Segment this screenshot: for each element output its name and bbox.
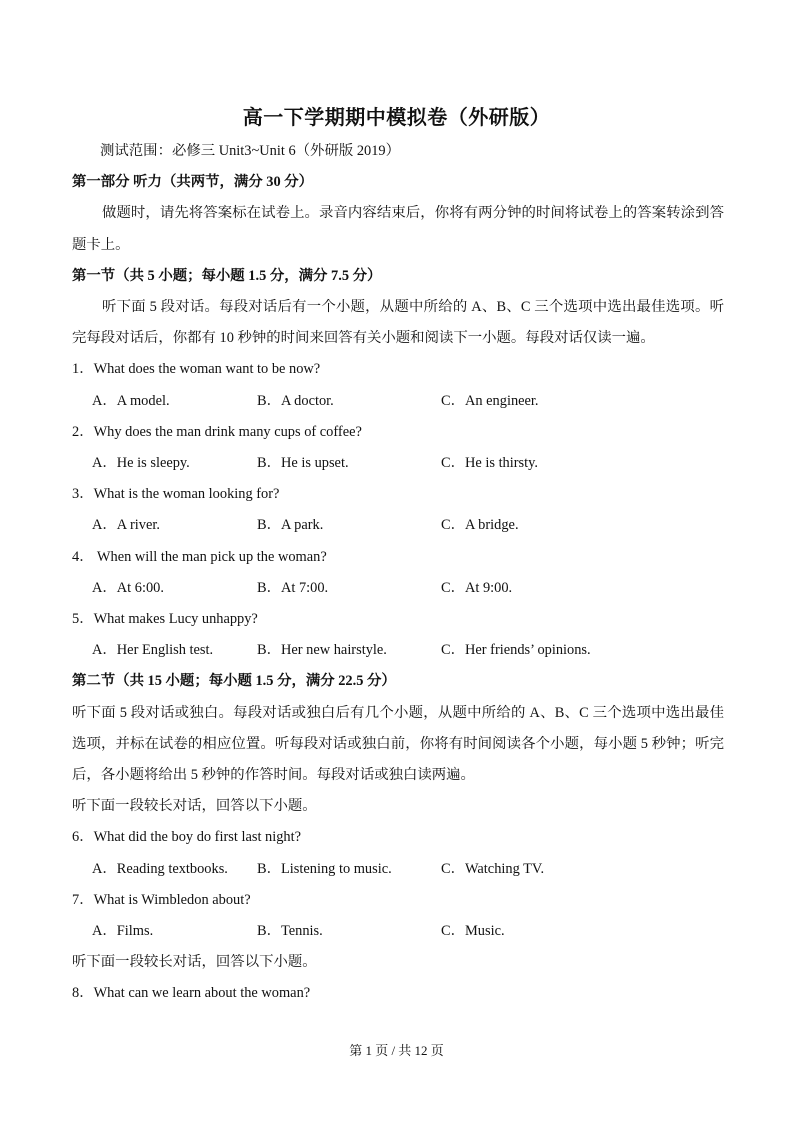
instruction-paragraph: 听下面 5 段对话。每段对话后有一个小题，从题中所给的 A、B、C 三个选项中选出最佳选项。听完每段对话后，你都有 10 秒钟的时间来回答有关小题和阅读下一小题。每段对话仅读一遍。 xyxy=(72,299,724,347)
text-line: 8．What can we learn about the woman? xyxy=(72,985,311,1002)
option-b: B．He is upset. xyxy=(257,455,349,472)
question-stem: 2．Why does the man drink many cups of coffee? xyxy=(72,423,362,440)
option-a: A．A river. xyxy=(92,517,160,534)
options-row xyxy=(72,916,724,947)
option-b: B．A park. xyxy=(257,517,324,534)
text-line: 测试范围：必修三 Unit3~Unit 6（外研版 2019） xyxy=(100,143,400,159)
option-c: C．An engineer. xyxy=(441,392,539,409)
option-c: C．A bridge. xyxy=(441,517,519,534)
section-heading: 第二节（共 15 小题；每小题 1.5 分，满分 22.5 分） xyxy=(72,673,396,690)
option-b: B．A doctor. xyxy=(257,392,334,409)
option-c: C．At 9:00. xyxy=(441,579,513,596)
option-a: A．Reading textbooks. xyxy=(92,860,228,877)
options-row xyxy=(72,635,724,666)
question-stem: 6．What did the boy do first last night? xyxy=(72,829,302,846)
options-row xyxy=(72,854,724,885)
text-line: 听下面一段较长对话，回答以下小题。 xyxy=(72,798,317,815)
option-b: B．At 7:00. xyxy=(257,579,329,596)
question-stem: 3．What is the woman looking for? xyxy=(72,486,280,503)
document-title: 高一下学期期中模拟卷（外研版） xyxy=(242,107,551,129)
option-b: B．Her new hairstyle. xyxy=(257,642,387,659)
option-a: A．He is sleepy. xyxy=(92,455,190,472)
options-row xyxy=(72,386,724,417)
text-line: 听下面一段较长对话，回答以下小题。 xyxy=(72,954,317,971)
question-stem: 5．What makes Lucy unhappy? xyxy=(72,611,258,628)
section-heading: 第一节（共 5 小题；每小题 1.5 分，满分 7.5 分） xyxy=(72,267,382,284)
section-heading: 第一部分 听力（共两节，满分 30 分） xyxy=(72,174,314,191)
options-row xyxy=(72,573,724,604)
option-a: A．At 6:00. xyxy=(92,579,164,596)
option-a: A．Films. xyxy=(92,923,154,940)
option-b: B．Listening to music. xyxy=(257,860,392,877)
instruction-paragraph: 听下面 5 段对话或独白。每段对话或独白后有几个小题，从题中所给的 A、B、C 三个选项中选出最佳选项，并标在试卷的相应位置。听每段对话或独白前，你将有时间阅读各个小题，每小题 5 秒钟；听完后，各小题将给出 5 秒钟的作答时间。每段对话或独白读两遍。 xyxy=(72,704,724,784)
options-row xyxy=(72,510,724,541)
option-b: B．Tennis. xyxy=(257,923,323,940)
option-a: A．Her English test. xyxy=(92,642,214,659)
instruction-paragraph: 做题时，请先将答案标在试卷上。录音内容结束后，你将有两分钟的时间将试卷上的答案转涂到答题卡上。 xyxy=(72,205,724,253)
document-body xyxy=(72,136,724,1010)
page-footer: 第 1 页 / 共 12 页 xyxy=(349,1043,444,1058)
question-stem: 7．What is Wimbledon about? xyxy=(72,891,251,908)
option-c: C．He is thirsty. xyxy=(441,455,539,472)
question-stem: 4． When will the man pick up the woman? xyxy=(72,548,327,565)
option-c: C．Her friends’ opinions. xyxy=(441,642,591,659)
option-a: A．A model. xyxy=(92,392,170,409)
options-row xyxy=(72,448,724,479)
option-c: C．Watching TV. xyxy=(441,860,545,877)
question-stem: 1．What does the woman want to be now? xyxy=(72,361,321,378)
option-c: C．Music. xyxy=(441,923,505,940)
